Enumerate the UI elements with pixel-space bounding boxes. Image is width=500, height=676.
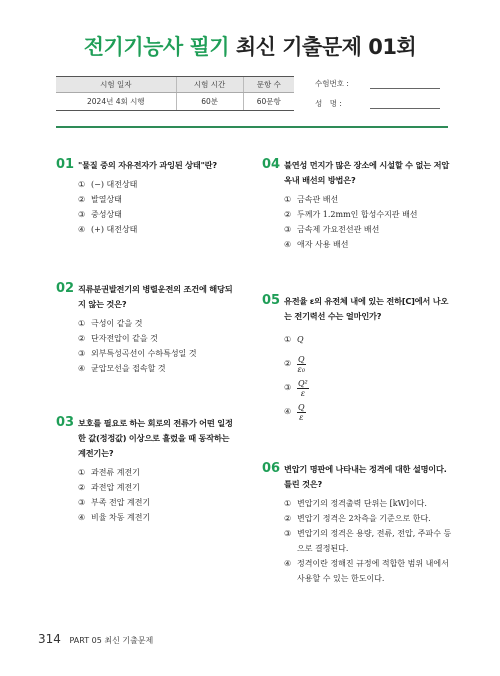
option-4[interactable]: ④ 비율 차동 계전기 — [78, 513, 151, 522]
candidate-number-label: 수험번호 : — [315, 79, 349, 88]
option-1[interactable]: ① 변압기의 정격출력 단위는 [kW]이다. — [284, 499, 427, 508]
header-question-count: 문항 수 — [243, 77, 294, 93]
exam-info-table — [56, 76, 294, 111]
value-question-count: 60문항 — [243, 93, 294, 111]
question-number: 04 — [262, 157, 281, 172]
question-06 — [262, 462, 452, 586]
option-1[interactable]: ① 과전류 계전기 — [78, 468, 140, 477]
option-2[interactable]: ② 변압기 정격은 2차측을 기준으로 한다. — [284, 514, 431, 523]
header-exam-time: 시험 시간 — [176, 77, 243, 93]
candidate-number-line — [370, 88, 440, 89]
value-exam-date: 2024년 4회 시행 — [56, 93, 176, 111]
option-4[interactable]: ④ 균압모선을 접속할 것 — [78, 364, 166, 373]
question-number: 05 — [262, 293, 281, 308]
question-text: 유전율 ε의 유전체 내에 있는 전하[C]에서 나오는 전기력선 수는 얼마인가? — [284, 296, 449, 321]
candidate-number-field[interactable] — [315, 78, 349, 89]
question-05 — [262, 294, 452, 424]
question-text: 보호를 필요로 하는 회로의 전류가 어떤 일정한 값(정정값) 이상으로 흘렀을 때 동작하는 계전기는? — [78, 418, 233, 458]
fraction: $\frac{\text{Q²}}{\varepsilon}$ — [298, 378, 308, 398]
question-text: 직류분권발전기의 병렬운전의 조건에 해당되지 않는 것은? — [78, 284, 233, 309]
page-footer — [38, 632, 153, 646]
value-exam-time: 60분 — [176, 93, 243, 111]
option-3[interactable]: ③ 부족 전압 계전기 — [78, 498, 151, 507]
option-2[interactable]: ② 단자전압이 같을 것 — [78, 334, 158, 343]
candidate-name-line — [370, 108, 440, 109]
question-text: "물질 중의 자유전자가 과잉된 상태"란? — [78, 160, 217, 170]
page-title — [0, 34, 500, 60]
option-3[interactable]: ③ 금속제 가요전선관 배선 — [284, 225, 380, 234]
fraction: $\frac{Q}{\varepsilon}$ — [298, 402, 305, 422]
candidate-name-label: 성 명 : — [315, 99, 342, 108]
title-exam: 최신 기출문제 01회 — [235, 35, 417, 59]
option-3[interactable]: ③ 중성상태 — [78, 210, 122, 219]
option-3[interactable]: ③ 변압기의 정격은 용량, 전류, 전압, 주파수 등으로 결정된다. — [284, 529, 452, 553]
footer-section: PART 05 최신 기출문제 — [69, 636, 154, 645]
option-2[interactable]: ② $\frac{Q}{\text{ε₀}}$ — [284, 354, 306, 374]
page-number: 314 — [38, 632, 61, 646]
question-03 — [56, 416, 238, 525]
option-4[interactable]: ④ $\frac{Q}{\varepsilon}$ — [284, 402, 305, 422]
header-exam-date: 시험 일자 — [56, 77, 176, 93]
question-number: 02 — [56, 281, 75, 296]
option-4[interactable]: ④ (+) 대전상태 — [78, 225, 138, 234]
option-3[interactable]: ③ 외부특성곡선이 수하특성일 것 — [78, 349, 197, 358]
option-1[interactable]: ① 금속관 배선 — [284, 195, 339, 204]
option-4[interactable]: ④ 정격이란 정해진 규정에 적합한 범위 내에서 사용할 수 있는 한도이다. — [284, 559, 449, 583]
title-subject: 전기기능사 필기 — [83, 35, 230, 59]
fraction: $\frac{Q}{\text{ε₀}}$ — [297, 354, 306, 374]
question-number: 03 — [56, 415, 75, 430]
question-text: 변압기 명판에 나타내는 정격에 대한 설명이다. 틀린 것은? — [284, 464, 447, 489]
option-4[interactable]: ④ 애자 사용 배선 — [284, 240, 349, 249]
question-number: 01 — [56, 157, 75, 172]
option-2[interactable]: ② 과전압 계전기 — [78, 483, 140, 492]
option-1[interactable]: ① 극성이 같을 것 — [78, 319, 143, 328]
header-divider — [56, 126, 448, 128]
option-2[interactable]: ② 두께가 1.2mm인 합성수지관 배선 — [284, 210, 418, 219]
question-01 — [56, 158, 236, 237]
question-02 — [56, 282, 238, 376]
candidate-name-field[interactable] — [315, 98, 342, 109]
question-04 — [262, 158, 452, 252]
option-2[interactable]: ② 발열상태 — [78, 195, 122, 204]
option-1[interactable]: ① (−) 대전상태 — [78, 180, 138, 189]
question-number: 06 — [262, 461, 281, 476]
option-3[interactable]: ③ $\frac{\text{Q²}}{\varepsilon}$ — [284, 378, 308, 398]
option-1[interactable]: ① Q — [284, 335, 304, 344]
question-text: 불연성 먼지가 많은 장소에 시설할 수 없는 저압 옥내 배선의 방법은? — [284, 160, 450, 185]
